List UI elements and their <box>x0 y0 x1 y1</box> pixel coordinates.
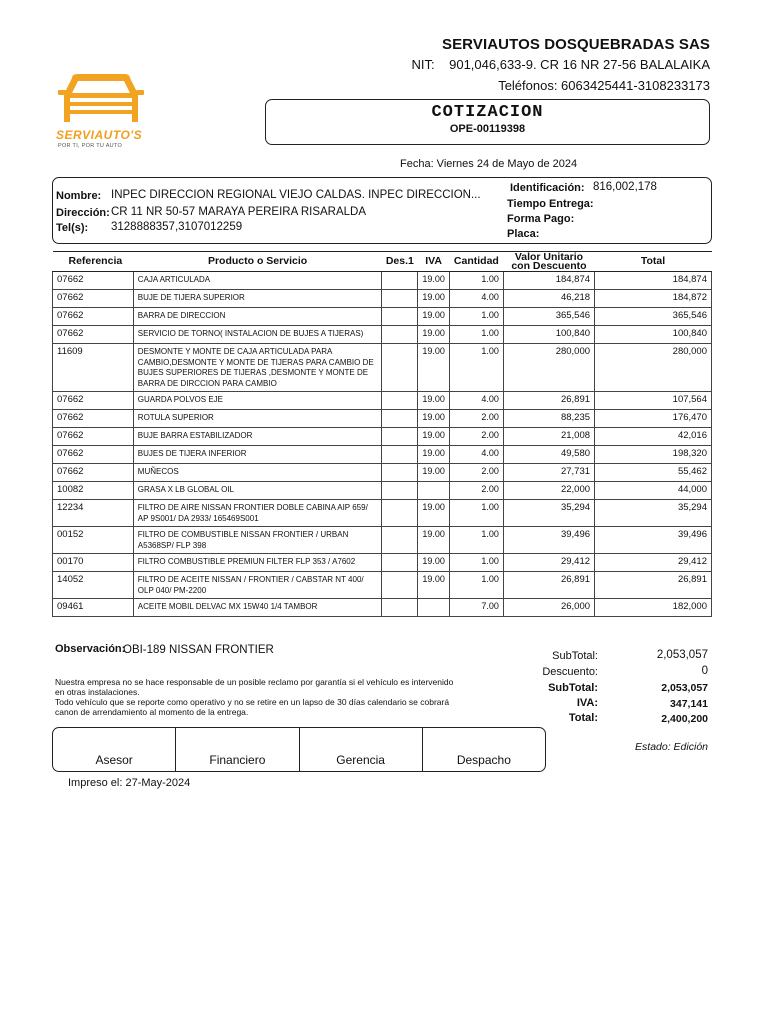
row-total: 55,462 <box>595 464 712 482</box>
row-discount <box>382 428 418 446</box>
row-total: 44,000 <box>595 482 712 500</box>
row-unit-price: 21,008 <box>503 428 594 446</box>
quote-title: COTIZACION <box>431 103 544 122</box>
nit-value: 901,046,633-9. CR 16 NR 27-56 BALALAIKA <box>449 57 710 72</box>
client-phone: 3128888357,3107012259 <box>111 221 243 233</box>
row-description: ROTULA SUPERIOR <box>133 410 382 428</box>
row-quantity: 1.00 <box>449 272 503 290</box>
row-iva: 19.00 <box>418 272 450 290</box>
row-discount <box>382 410 418 428</box>
disclaimer-line: canon de arrendamiento al momento de la entrega. <box>55 707 249 717</box>
row-quantity: 1.00 <box>449 572 503 599</box>
row-unit-price: 100,840 <box>503 326 594 344</box>
header-qty: Cantidad <box>449 252 503 272</box>
header-product: Producto o Servicio <box>133 252 382 272</box>
row-discount <box>382 527 418 554</box>
row-discount <box>382 344 418 392</box>
observation-label: Observación: <box>55 643 126 655</box>
row-total: 26,891 <box>595 572 712 599</box>
row-quantity: 1.00 <box>449 344 503 392</box>
row-unit-price: 27,731 <box>503 464 594 482</box>
disclaimer-line: en otras instalaciones. <box>55 687 140 697</box>
row-discount <box>382 392 418 410</box>
row-discount <box>382 482 418 500</box>
header-unit-line1: Valor Unitario <box>514 250 584 263</box>
row-iva: 19.00 <box>418 344 450 392</box>
client-address-label: Dirección: <box>56 207 110 219</box>
row-description: FILTRO DE ACEITE NISSAN / FRONTIER / CABSTAR NT 400/ OLP 040/ PM-2200 <box>133 572 382 599</box>
row-reference: 07662 <box>53 464 134 482</box>
row-unit-price: 29,412 <box>503 554 594 572</box>
quote-date: Fecha: Viernes 24 de Mayo de 2024 <box>400 158 578 170</box>
iva-value: 347,141 <box>670 698 708 710</box>
row-reference: 09461 <box>53 599 134 617</box>
table-row <box>53 464 712 482</box>
row-unit-price: 184,874 <box>503 272 594 290</box>
row-quantity: 4.00 <box>449 392 503 410</box>
row-total: 107,564 <box>595 392 712 410</box>
row-total: 42,016 <box>595 428 712 446</box>
total-value: 2,400,200 <box>661 713 708 725</box>
table-row <box>53 572 712 599</box>
subtotal2-label: SubTotal: <box>548 682 598 694</box>
row-unit-price: 39,496 <box>503 527 594 554</box>
row-reference: 07662 <box>53 428 134 446</box>
row-iva <box>418 599 450 617</box>
total-label: Total: <box>568 712 598 724</box>
table-row <box>53 428 712 446</box>
discount-label: Descuento: <box>542 666 598 678</box>
row-description: ACEITE MOBIL DELVAC MX 15W40 1/4 TAMBOR <box>133 599 382 617</box>
row-discount <box>382 554 418 572</box>
row-quantity: 2.00 <box>449 482 503 500</box>
company-phones: Teléfonos: 6063425441-3108233173 <box>498 78 710 93</box>
row-quantity: 1.00 <box>449 554 503 572</box>
row-quantity: 1.00 <box>449 527 503 554</box>
table-row <box>53 482 712 500</box>
table-row <box>53 554 712 572</box>
row-reference: 00152 <box>53 527 134 554</box>
row-iva: 19.00 <box>418 464 450 482</box>
row-iva: 19.00 <box>418 572 450 599</box>
signature-gerencia: Gerencia <box>300 728 423 771</box>
table-row <box>53 392 712 410</box>
table-row <box>53 599 712 617</box>
row-iva: 19.00 <box>418 392 450 410</box>
row-quantity: 2.00 <box>449 464 503 482</box>
row-quantity: 4.00 <box>449 446 503 464</box>
row-description: DESMONTE Y MONTE DE CAJA ARTICULADA PARA CAMBIO,DESMONTE Y MONTE DE TIJERAS PARA CAMBIO DE BUJES SUPERIORES DE TIJERAS ,DESMONTE Y MONTE DE BARRA DE DIRCCION PARA CAMBIO <box>133 344 382 392</box>
row-unit-price: 26,891 <box>503 572 594 599</box>
plate-label: Placa: <box>507 228 540 240</box>
client-address: CR 11 NR 50-57 MARAYA PEREIRA RISARALDA <box>111 206 367 218</box>
disclaimer-line: Nuestra empresa no se hace responsable de un posible reclamo por garantía si el vehículo es intervenido <box>55 677 454 687</box>
row-total: 184,874 <box>595 272 712 290</box>
row-unit-price: 365,546 <box>503 308 594 326</box>
items-table <box>52 251 712 617</box>
table-row <box>53 527 712 554</box>
row-total: 280,000 <box>595 344 712 392</box>
row-description: GRASA X LB GLOBAL OIL <box>133 482 382 500</box>
table-row <box>53 272 712 290</box>
table-row <box>53 308 712 326</box>
client-name: INPEC DIRECCION REGIONAL VIEJO CALDAS. INPEC DIRECCION... <box>111 189 481 201</box>
row-reference: 07662 <box>53 290 134 308</box>
table-row <box>53 326 712 344</box>
row-discount <box>382 290 418 308</box>
row-reference: 07662 <box>53 326 134 344</box>
row-iva: 19.00 <box>418 290 450 308</box>
row-quantity: 1.00 <box>449 308 503 326</box>
row-reference: 11609 <box>53 344 134 392</box>
row-quantity: 1.00 <box>449 326 503 344</box>
discount-value: 0 <box>701 665 708 677</box>
row-quantity: 4.00 <box>449 290 503 308</box>
row-iva: 19.00 <box>418 554 450 572</box>
client-phone-label: Tel(s): <box>56 222 89 234</box>
row-description: BUJE DE TIJERA SUPERIOR <box>133 290 382 308</box>
row-discount <box>382 272 418 290</box>
signature-financiero: Financiero <box>176 728 299 771</box>
row-discount <box>382 572 418 599</box>
row-iva: 19.00 <box>418 500 450 527</box>
table-row <box>53 410 712 428</box>
table-row <box>53 344 712 392</box>
row-unit-price: 280,000 <box>503 344 594 392</box>
header-total: Total <box>595 252 712 272</box>
row-unit-price: 88,235 <box>503 410 594 428</box>
row-reference: 14052 <box>53 572 134 599</box>
signature-despacho: Despacho <box>456 753 511 767</box>
row-total: 29,412 <box>595 554 712 572</box>
client-name-label: Nombre: <box>56 190 102 202</box>
row-description: FILTRO DE COMBUSTIBLE NISSAN FRONTIER / URBAN A5368SP/ FLP 398 <box>133 527 382 554</box>
row-description: BUJES DE TIJERA INFERIOR <box>133 446 382 464</box>
row-quantity: 7.00 <box>449 599 503 617</box>
row-reference: 07662 <box>53 410 134 428</box>
row-discount <box>382 446 418 464</box>
row-iva: 19.00 <box>418 308 450 326</box>
row-unit-price: 26,891 <box>503 392 594 410</box>
subtotal2-value: 2,053,057 <box>661 682 708 694</box>
row-unit-price: 46,218 <box>503 290 594 308</box>
row-description: MUÑECOS <box>133 464 382 482</box>
row-reference: 07662 <box>53 446 134 464</box>
row-description: FILTRO DE AIRE NISSAN FRONTIER DOBLE CABINA AIP 659/ AP 9S001/ DA 2933/ 165469S001 <box>133 500 382 527</box>
table-row <box>53 290 712 308</box>
row-description: FILTRO COMBUSTIBLE PREMIUN FILTER FLP 353 / A7602 <box>133 554 382 572</box>
row-reference: 12234 <box>53 500 134 527</box>
observation-value: OBI-189 NISSAN FRONTIER <box>123 644 274 656</box>
quote-number: OPE-00119398 <box>449 123 526 135</box>
client-id-label: Identificación: <box>510 182 585 194</box>
row-discount <box>382 326 418 344</box>
row-unit-price: 49,580 <box>503 446 594 464</box>
table-header-row <box>53 252 712 272</box>
row-description: BARRA DE DIRECCION <box>133 308 382 326</box>
logo-brand: SERVIAUTO'S <box>56 128 143 142</box>
disclaimer <box>55 677 495 717</box>
row-reference: 07662 <box>53 272 134 290</box>
company-name: SERVIAUTOS DOSQUEBRADAS SAS <box>441 36 710 53</box>
row-unit-price: 35,294 <box>503 500 594 527</box>
header-ref: Referencia <box>53 252 134 272</box>
row-iva <box>418 482 450 500</box>
row-total: 35,294 <box>595 500 712 527</box>
row-description: BUJE BARRA ESTABILIZADOR <box>133 428 382 446</box>
row-total: 182,000 <box>595 599 712 617</box>
row-description: GUARDA POLVOS EJE <box>133 392 382 410</box>
row-iva: 19.00 <box>418 428 450 446</box>
payment-method-label: Forma Pago: <box>507 213 575 225</box>
row-total: 365,546 <box>595 308 712 326</box>
row-iva: 19.00 <box>418 446 450 464</box>
row-total: 100,840 <box>595 326 712 344</box>
table-row <box>53 500 712 527</box>
row-reference: 00170 <box>53 554 134 572</box>
subtotal-label: SubTotal: <box>552 650 598 662</box>
header-iva: IVA <box>418 252 450 272</box>
delivery-time-label: Tiempo Entrega: <box>507 198 594 210</box>
row-discount <box>382 599 418 617</box>
row-discount <box>382 308 418 326</box>
subtotal-value: 2,053,057 <box>656 649 708 661</box>
row-discount <box>382 500 418 527</box>
row-reference: 07662 <box>53 392 134 410</box>
row-reference: 07662 <box>53 308 134 326</box>
nit-label: NIT: <box>411 57 435 72</box>
row-total: 39,496 <box>595 527 712 554</box>
iva-label: IVA: <box>576 697 598 709</box>
table-row <box>53 446 712 464</box>
row-description: CAJA ARTICULADA <box>133 272 382 290</box>
company-nit <box>412 57 710 72</box>
row-iva: 19.00 <box>418 527 450 554</box>
disclaimer-line: Todo vehículo que se reporte como operativo y no se retire en un lapso de 30 días calendario se cobrará <box>55 697 450 707</box>
row-description: SERVICIO DE TORNO( INSTALACION DE BUJES A TIJERAS) <box>133 326 382 344</box>
client-id: 816,002,178 <box>593 181 657 193</box>
logo-tagline: POR TI, POR TU AUTO <box>58 143 123 149</box>
row-reference: 10082 <box>53 482 134 500</box>
row-total: 184,872 <box>595 290 712 308</box>
row-quantity: 2.00 <box>449 428 503 446</box>
document-status: Estado: Edición <box>635 741 708 753</box>
row-total: 176,470 <box>595 410 712 428</box>
row-total: 198,320 <box>595 446 712 464</box>
header-unit-line2: con Descuento <box>511 259 587 272</box>
printed-date: Impreso el: 27-May-2024 <box>68 777 191 789</box>
row-quantity: 1.00 <box>449 500 503 527</box>
row-quantity: 2.00 <box>449 410 503 428</box>
row-iva: 19.00 <box>418 410 450 428</box>
signature-asesor: Asesor <box>53 728 176 771</box>
signature-box <box>52 727 546 772</box>
header-unit-price <box>503 252 594 272</box>
row-iva: 19.00 <box>418 326 450 344</box>
row-discount <box>382 464 418 482</box>
row-unit-price: 26,000 <box>503 599 594 617</box>
row-unit-price: 22,000 <box>503 482 594 500</box>
header-discount: Des.1 <box>382 252 418 272</box>
